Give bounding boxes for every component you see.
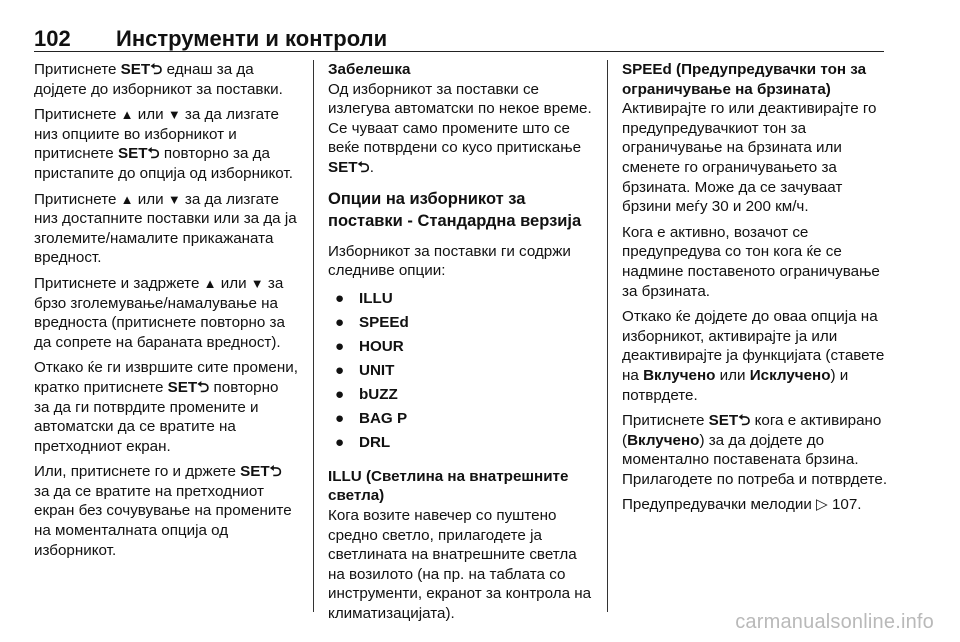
paragraph: Изборникот за поставки ги содржи следниве опции: [328, 242, 571, 280]
bullet-icon: ● [335, 313, 345, 331]
paragraph: Откако ќе дојдете до оваа опција на изборникот, активирајте ја или деактивирајте ја функцијата (ставете на Вклучено или Исклучено) и потврдете. [622, 308, 885, 404]
set-button-label: SET⮌ [117, 145, 160, 163]
note-title: Забелешка [328, 61, 411, 78]
arrow-up-icon: ▲ [203, 275, 217, 291]
off-label: Исклучено [749, 366, 831, 384]
bullet-icon: ● [335, 385, 345, 403]
list-item: ● BAG P [328, 407, 593, 431]
arrow-down-icon: ▼ [167, 191, 181, 207]
set-button-label: SET⮌ [328, 158, 370, 176]
paragraph: Притиснете и задржете ▲ или ▼ за брзо зголемување/намалување на вредноста (притиснете повторно за да сопрете на бараната вредност). [34, 274, 285, 351]
list-item: ● DRL [328, 431, 593, 455]
list-item: ● ILLU [328, 287, 593, 311]
header-rule [34, 51, 884, 52]
column-1 [34, 60, 298, 566]
column-3 [622, 60, 888, 521]
column-divider-2 [607, 60, 608, 612]
list-item: ● UNIT [328, 359, 593, 383]
bullet-icon: ● [335, 361, 345, 379]
paragraph: Кога е активно, возачот се предупредува со тон кога ќе се надмине поставеното ограничување за брзината. [622, 223, 880, 300]
list-item: ● HOUR [328, 335, 593, 359]
options-list [328, 287, 593, 455]
paragraph: Притиснете SET⮌ еднаш за да дојдете до изборникот за поставки. [34, 61, 283, 98]
column-divider-1 [313, 60, 314, 612]
paragraph: Кога возите навечер со пуштено средно светло, прилагодете ја светлината на внатрешните светла на возилото (на пр. на таблата со инструменти, екранот за контрола на климатизацијата). [328, 506, 592, 622]
page-number: 102 [34, 26, 71, 51]
subsection-title: SPEEd (Предупредувачки тон за ограничување на брзината) [622, 61, 867, 98]
page-title: Инструменти и контроли [116, 26, 388, 51]
set-button-label: SET⮌ [167, 378, 210, 396]
arrow-up-icon: ▲ [120, 191, 134, 207]
paragraph: Притиснете ▲ или ▼ за да лизгате низ опциите во изборникот и притиснете SET⮌ повторно за да пристапите до опција од изборникот. [34, 106, 293, 182]
paragraph: Откако ќе ги извршите сите промени, кратко притиснете SET⮌ повторно за да ги потврдите промените и автоматски да се вратите на претходниот екран. [34, 359, 298, 455]
watermark: carmanualsonline.info [735, 611, 934, 633]
cross-reference: Предупредувачки мелодии ▷ 107. [622, 496, 862, 514]
section-heading: Опции на изборникот за поставки - Стандардна верзија [328, 189, 582, 230]
on-label: Вклучено [643, 366, 716, 384]
subsection-title: ILLU (Светлина на внатрешните светла) [328, 467, 569, 505]
list-item: ● bUZZ [328, 383, 593, 407]
bullet-icon: ● [335, 337, 345, 355]
set-button-label: SET⮌ [240, 463, 282, 481]
bullet-icon: ● [335, 433, 345, 451]
paragraph: Притиснете ▲ или ▼ за да лизгате низ достапните поставки или за да ја зголемите/намалите прикажаната вредност. [34, 190, 297, 267]
arrow-up-icon: ▲ [120, 107, 134, 123]
bullet-icon: ● [335, 409, 345, 427]
set-button-label: SET⮌ [708, 412, 751, 430]
note-text: Од изборникот за поставки се излегува автоматски по некое време. Се чуваат само промените што се веќе потврдени со кусо притискање SET⮌. [328, 80, 592, 176]
on-label: Вклучено [627, 431, 700, 449]
set-button-label: SET⮌ [120, 61, 163, 78]
bullet-icon: ● [335, 289, 345, 307]
list-item: ● SPEEd [328, 311, 593, 335]
arrow-down-icon: ▼ [167, 107, 181, 123]
paragraph: Активирајте го или деактивирајте го предупредувачкиот тон за ограничување на брзината или сменете го ограничувањето за брзината. Може да се зачуваат брзини меѓу 30 и 200 км/ч. [622, 100, 877, 216]
column-2 [328, 60, 593, 630]
paragraph: Или, притиснете го и држете SET⮌ за да се вратите на претходниот екран без сочувување на промените на моменталната опција од изборникот. [34, 463, 292, 559]
arrow-down-icon: ▼ [250, 275, 264, 291]
page-reference-icon: ▷ [816, 496, 828, 514]
paragraph: Притиснете SET⮌ кога е активирано (Вклучено) за да дојдете до моментално поставената брзина. Прилагодете по потреба и потврдете. [622, 412, 888, 488]
page-header [34, 26, 884, 52]
